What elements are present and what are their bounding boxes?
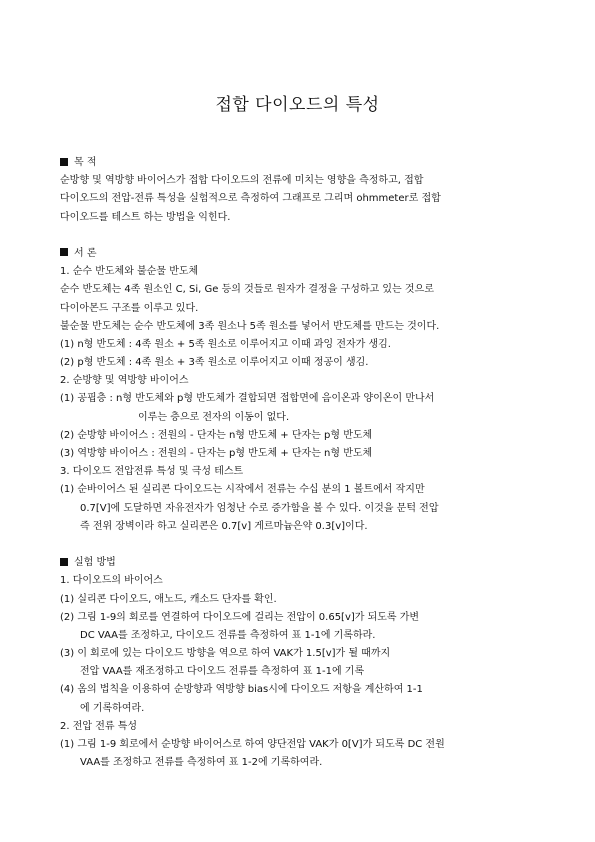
square-bullet-icon (60, 158, 68, 166)
text-line: 전압 VAA를 재조정하고 다이오드 전류를 측정하여 표 1-1에 기록 (80, 666, 365, 678)
text-line: (1) 그림 1-9 회로에서 순방향 바이어스로 하여 양단전압 VAK가 0[V]가 되도록 DC 전원 (60, 739, 445, 750)
section-heading (60, 154, 560, 172)
square-bullet-icon (60, 248, 68, 256)
text-line: (3) 역방향 바이어스 : 전원의 - 단자는 p형 반도체 + 단자는 n형 반도체 (60, 448, 373, 459)
text-line: (4) 옴의 법칙을 이용하여 순방향과 역방향 bias시에 다이오드 저항을 계산하여 1-1 (60, 684, 423, 696)
text-line: 0.7[V]에 도달하면 자유전자가 엄청난 수로 증가함을 볼 수 있다. 이것을 문턱 전압 (80, 502, 439, 514)
text-line: DC VAA를 조정하고, 다이오드 전류를 측정하여 표 1-1에 기록하라. (80, 629, 376, 641)
text-line: (2) p형 반도체 : 4족 원소 + 3족 원소로 이루어지고 이때 정공이 생김. (60, 357, 369, 369)
text-line: (3) 이 회로에 있는 다이오드 방향을 역으로 하여 VAK가 1.5[v]가 될 때까지 (60, 648, 391, 660)
text-line: 즉 전위 장벽이라 하고 실리콘은 0.7[v] 게르마늄은약 0.3[v]이다. (80, 520, 368, 532)
section-heading-text: 실험 방법 (74, 557, 116, 569)
section-gap (60, 536, 560, 554)
text-line: 다이아몬드 구조를 이루고 있다. (60, 302, 199, 314)
text-line: 에 기록하여라. (80, 702, 145, 714)
square-bullet-icon (60, 558, 68, 566)
section-heading (60, 554, 560, 572)
text-line: (1) 공핍층 : n형 반도체와 p형 반도체가 결합되면 접합면에 음이온과 양이온이 만나서 (60, 393, 435, 405)
section-heading-text: 목 적 (74, 157, 97, 168)
text-line: (2) 그림 1-9의 회로를 연결하여 다이오드에 걸리는 전압이 0.65[v]가 되도록 가변 (60, 611, 420, 623)
text-line: 3. 다이오드 전압전류 특성 및 극성 테스트 (60, 466, 244, 478)
page-title: 접합 다이오드의 특성 (215, 95, 380, 115)
document-body (60, 154, 560, 772)
section-heading (60, 245, 560, 263)
section-heading-text: 서 론 (74, 247, 97, 259)
text-line: (1) 순바이어스 된 실리콘 다이오드는 시작에서 전류는 수십 분의 1 볼트에서 작지만 (60, 484, 425, 496)
text-line: 다이오드의 전압-전류 특성을 실험적으로 측정하여 그래프로 그리며 ohmmeter로 접합 (60, 193, 441, 205)
text-line: VAA를 조정하고 전류를 측정하여 표 1-2에 기록하여라. (80, 757, 323, 769)
text-line: 순수 반도체는 4족 원소인 C, Si, Ge 등의 것들로 원자가 결정을 구성하고 있는 것으로 (60, 284, 434, 296)
section-gap (60, 227, 560, 245)
text-line: (2) 순방향 바이어스 : 전원의 - 단자는 n형 반도체 + 단자는 p형 반도체 (60, 429, 373, 441)
text-line: 1. 다이오드의 바이어스 (60, 575, 163, 587)
text-line: 다이오드를 테스트 하는 방법을 익힌다. (60, 211, 231, 223)
text-line: 불순물 반도체는 순수 반도체에 3족 원소나 5족 원소를 넣어서 반도체를 만드는 것이다. (60, 320, 440, 332)
text-line: 2. 전압 전류 특성 (60, 720, 138, 732)
text-line: 2. 순방향 및 역방향 바이어스 (60, 375, 189, 387)
text-line: (1) n형 반도체 : 4족 원소 + 5족 원소로 이루어지고 이때 과잉 전자가 생김. (60, 338, 391, 350)
text-line: 이루는 층으로 전자의 이동이 없다. (138, 411, 290, 423)
text-line: 1. 순수 반도체와 불순물 반도체 (60, 266, 199, 278)
text-line: 순방향 및 역방향 바이어스가 접합 다이오드의 전류에 미치는 영향을 측정하고, 접합 (60, 175, 424, 187)
text-line: (1) 실리콘 다이오드, 애노드, 캐소드 단자를 확인. (60, 593, 277, 605)
